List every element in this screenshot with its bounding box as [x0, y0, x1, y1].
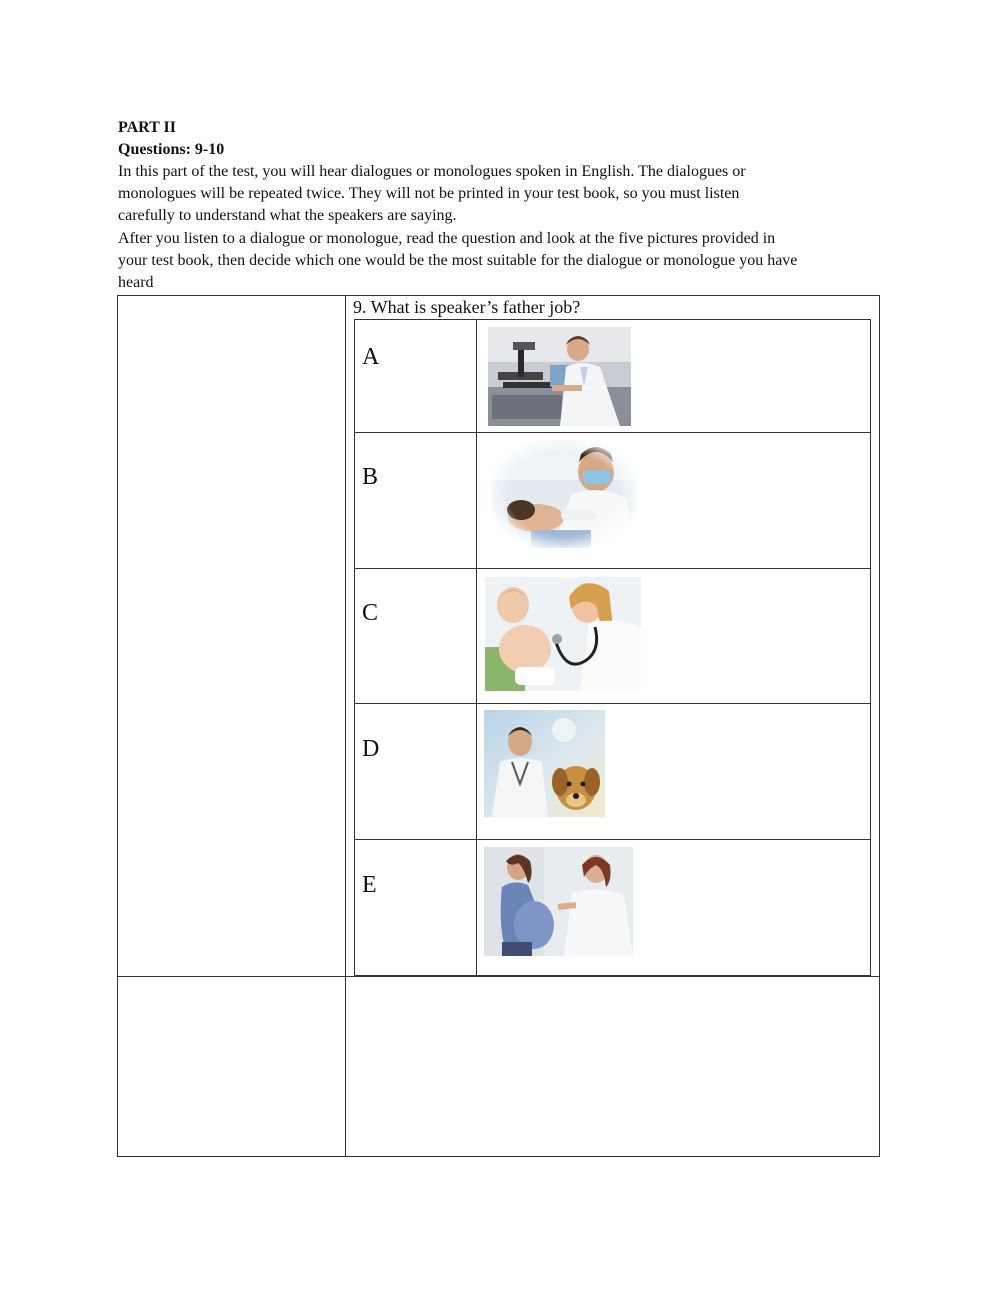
instructions-line: After you listen to a dialogue or monologue, read the question and look at the five pictures provided in [118, 230, 776, 247]
option-a-letter: A [362, 344, 380, 370]
instructions-line: In this part of the test, you will hear dialogues or monologues spoken in English. The dialogues or [118, 163, 746, 180]
veterinarian-dog-photo [484, 710, 605, 817]
options-divider [354, 703, 871, 704]
table-divider [345, 295, 346, 1157]
dentist-photo [491, 440, 636, 548]
instructions-line: heard [118, 274, 154, 291]
instructions-line: your test book, then decide which one would be the most suitable for the dialogue or monologue you have [118, 252, 798, 269]
option-e-letter: E [362, 872, 377, 898]
question-9: 9. What is speaker’s father job? [353, 297, 581, 317]
scientist-microscope-photo [488, 327, 631, 426]
table-divider [117, 976, 880, 977]
option-b-letter: B [362, 464, 379, 490]
option-c-letter: C [362, 600, 379, 626]
instructions-line: carefully to understand what the speakers are saying. [118, 207, 457, 224]
questions-range: Questions: 9-10 [118, 141, 225, 158]
pediatrician-baby-photo [485, 577, 641, 691]
option-d-letter: D [362, 736, 380, 762]
options-divider [354, 568, 871, 569]
instructions-line: monologues will be repeated twice. They will not be printed in your test book, so you must listen [118, 185, 740, 202]
options-divider [354, 839, 871, 840]
options-divider [476, 319, 477, 976]
part-title: PART II [118, 119, 176, 136]
options-divider [354, 432, 871, 433]
obstetrician-pregnant-photo [484, 847, 633, 956]
